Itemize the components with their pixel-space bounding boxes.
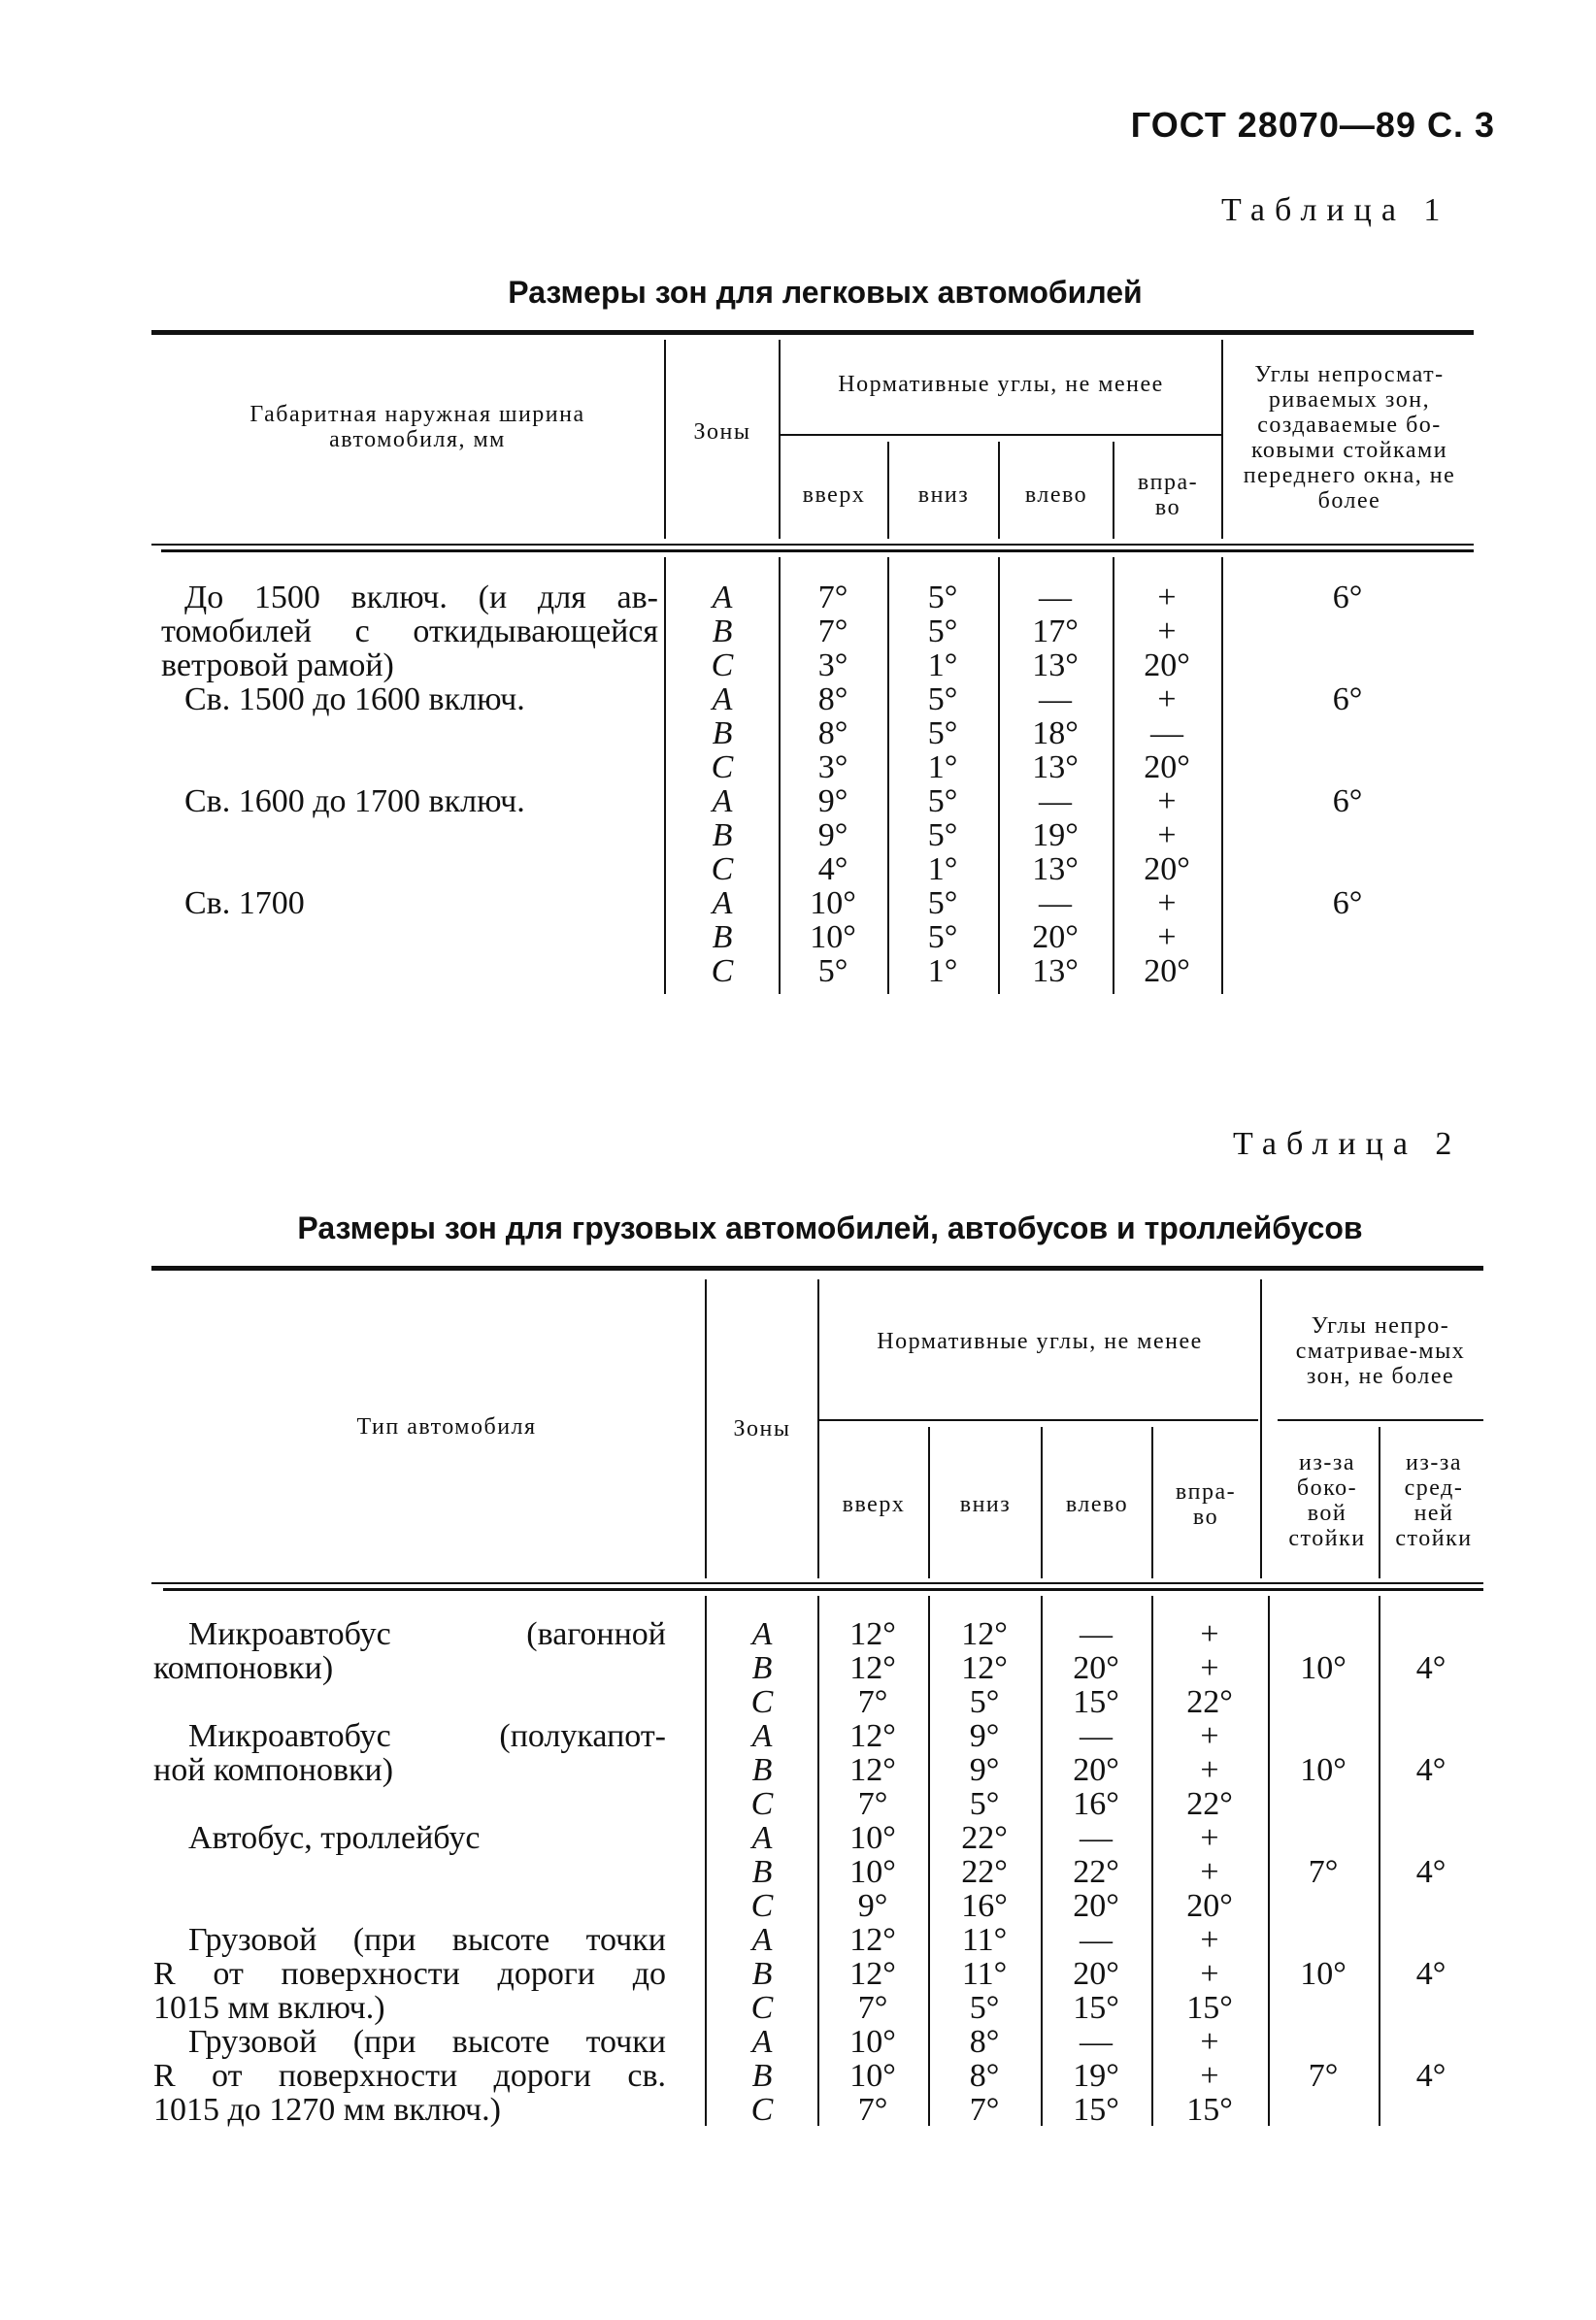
- cell-right: +: [1200, 1752, 1219, 1788]
- row-label: томобилей с откидывающейся: [161, 613, 658, 649]
- cell-up: 9°: [857, 1888, 888, 1924]
- cell-blind: 6°: [1332, 885, 1363, 921]
- cell-zone: A: [712, 783, 733, 819]
- cell-right: 22°: [1186, 1786, 1233, 1822]
- cell-left: 20°: [1073, 1888, 1119, 1924]
- cell-up: 12°: [849, 1752, 896, 1788]
- cell-zone: C: [711, 647, 734, 683]
- cell-blind: 6°: [1332, 783, 1363, 819]
- cell-down: 8°: [969, 2058, 1000, 2094]
- cell-right: +: [1200, 1956, 1219, 1992]
- t2-header-type: Тип автомобиля: [356, 1414, 537, 1440]
- cell-side: 7°: [1308, 1854, 1339, 1890]
- cell-right: 20°: [1144, 953, 1190, 989]
- cell-down: 1°: [927, 647, 958, 683]
- cell-mid: 4°: [1415, 1650, 1446, 1686]
- cell-zone: C: [750, 1990, 774, 2026]
- cell-down: 1°: [927, 749, 958, 785]
- table1-header-rule: [151, 544, 1474, 546]
- t1-header-zones: Зоны: [693, 419, 751, 445]
- cell-right: +: [1157, 885, 1177, 921]
- cell-down: 5°: [927, 681, 958, 717]
- cell-left: 20°: [1073, 1752, 1119, 1788]
- cell-down: 22°: [961, 1854, 1008, 1890]
- cell-zone: C: [711, 953, 734, 989]
- cell-left: 22°: [1073, 1854, 1119, 1890]
- cell-zone: C: [750, 2092, 774, 2128]
- cell-left: —: [1080, 1922, 1113, 1958]
- cell-up: 9°: [817, 817, 848, 853]
- t2-vline: [1379, 1596, 1380, 2126]
- cell-zone: A: [712, 885, 733, 921]
- cell-up: 10°: [810, 885, 856, 921]
- cell-up: 8°: [817, 681, 848, 717]
- cell-right: 20°: [1144, 749, 1190, 785]
- cell-zone: B: [712, 919, 733, 955]
- cell-zone: C: [711, 851, 734, 887]
- cell-up: 4°: [817, 851, 848, 887]
- t2-header-zones: Зоны: [733, 1416, 791, 1442]
- t1-header-angles: Нормативные углы, не менее: [838, 372, 1164, 397]
- cell-down: 12°: [961, 1616, 1008, 1652]
- cell-left: 15°: [1073, 1990, 1119, 2026]
- cell-zone: A: [751, 1616, 773, 1652]
- t2-header-right: впра-во: [1175, 1479, 1237, 1530]
- cell-up: 3°: [817, 749, 848, 785]
- cell-up: 12°: [849, 1956, 896, 1992]
- t1-vline: [1113, 442, 1114, 539]
- cell-mid: 4°: [1415, 1854, 1446, 1890]
- cell-down: 5°: [927, 613, 958, 649]
- cell-zone: B: [712, 715, 733, 751]
- row-label: До 1500 включ. (и для ав-: [184, 580, 658, 615]
- t2-vline: [1379, 1427, 1380, 1578]
- t2-vline: [705, 1279, 707, 1578]
- cell-up: 10°: [849, 1854, 896, 1890]
- cell-right: +: [1157, 681, 1177, 717]
- t2-header-left: влево: [1065, 1492, 1129, 1517]
- cell-left: 15°: [1073, 2092, 1119, 2128]
- table2-header-rule-2: [163, 1588, 1483, 1591]
- t1-vline: [1221, 340, 1223, 539]
- t1-header-down: вниз: [917, 482, 970, 508]
- t1-header-right: впра-во: [1137, 470, 1199, 520]
- cell-right: +: [1157, 919, 1177, 955]
- table1-number: Таблица 1: [1221, 192, 1450, 228]
- cell-up: 7°: [857, 1786, 888, 1822]
- cell-right: 15°: [1186, 2092, 1233, 2128]
- cell-left: 13°: [1032, 851, 1079, 887]
- cell-zone: C: [711, 749, 734, 785]
- table1-angles-rule: [779, 434, 1221, 436]
- t2-header-up: вверх: [842, 1492, 906, 1517]
- cell-left: 20°: [1073, 1650, 1119, 1686]
- t1-vline: [664, 340, 666, 539]
- table1-title: Размеры зон для легковых автомобилей: [508, 275, 1143, 310]
- cell-down: 5°: [969, 1990, 1000, 2026]
- cell-right: +: [1200, 1718, 1219, 1754]
- cell-up: 12°: [849, 1616, 896, 1652]
- t2-vline: [817, 1279, 819, 1578]
- cell-zone: C: [750, 1684, 774, 1720]
- cell-zone: C: [750, 1786, 774, 1822]
- cell-zone: B: [751, 1854, 773, 1890]
- t1-vline: [887, 442, 889, 539]
- cell-left: 20°: [1032, 919, 1079, 955]
- row-label: Автобус, троллейбус: [188, 1820, 481, 1856]
- cell-right: 20°: [1144, 851, 1190, 887]
- cell-down: 16°: [961, 1888, 1008, 1924]
- cell-zone: B: [712, 817, 733, 853]
- cell-left: 19°: [1073, 2058, 1119, 2094]
- cell-zone: A: [712, 681, 733, 717]
- cell-down: 5°: [927, 817, 958, 853]
- cell-zone: A: [712, 580, 733, 615]
- cell-zone: A: [751, 1922, 773, 1958]
- cell-left: 13°: [1032, 749, 1079, 785]
- cell-left: —: [1080, 2024, 1113, 2060]
- cell-up: 5°: [817, 953, 848, 989]
- cell-up: 3°: [817, 647, 848, 683]
- cell-right: 20°: [1186, 1888, 1233, 1924]
- cell-up: 7°: [817, 580, 848, 615]
- cell-side: 10°: [1300, 1752, 1347, 1788]
- cell-up: 7°: [857, 2092, 888, 2128]
- cell-down: 5°: [969, 1786, 1000, 1822]
- t2-header-down: вниз: [959, 1492, 1012, 1517]
- cell-left: —: [1080, 1616, 1113, 1652]
- row-label: Грузовой (при высоте точки: [188, 2024, 666, 2060]
- row-label: компоновки): [153, 1650, 334, 1686]
- cell-right: +: [1157, 783, 1177, 819]
- cell-mid: 4°: [1415, 1752, 1446, 1788]
- t2-vline: [1260, 1279, 1262, 1578]
- table1-header-rule-2: [161, 549, 1474, 552]
- t2-vline: [1041, 1427, 1043, 1578]
- cell-left: 13°: [1032, 647, 1079, 683]
- cell-left: 15°: [1073, 1684, 1119, 1720]
- cell-left: 19°: [1032, 817, 1079, 853]
- row-label: Грузовой (при высоте точки: [188, 1922, 666, 1958]
- t1-header-up: вверх: [802, 482, 866, 508]
- t1-header-blind: Углы непросмат-риваемых зон, создаваемые бо-ковыми стойками переднего окна, не более: [1243, 362, 1456, 514]
- cell-down: 5°: [969, 1684, 1000, 1720]
- t1-vline: [779, 340, 781, 539]
- table2-top-rule: [151, 1266, 1483, 1271]
- cell-left: 17°: [1032, 613, 1079, 649]
- cell-zone: B: [751, 1650, 773, 1686]
- cell-right: +: [1200, 2058, 1219, 2094]
- cell-zone: B: [751, 2058, 773, 2094]
- cell-side: 7°: [1308, 2058, 1339, 2094]
- cell-left: —: [1039, 580, 1072, 615]
- cell-right: +: [1157, 817, 1177, 853]
- cell-up: 10°: [849, 2058, 896, 2094]
- table2-title: Размеры зон для грузовых автомобилей, автобусов и троллейбусов: [297, 1210, 1363, 1245]
- cell-right: +: [1200, 2024, 1219, 2060]
- cell-zone: B: [751, 1752, 773, 1788]
- row-label: ветровой рамой): [161, 647, 394, 683]
- row-label: Св. 1600 до 1700 включ.: [184, 783, 525, 819]
- cell-left: —: [1039, 681, 1072, 717]
- table1-top-rule: [151, 330, 1474, 335]
- row-label: R от поверхности дороги св.: [153, 2058, 666, 2094]
- cell-up: 8°: [817, 715, 848, 751]
- cell-down: 5°: [927, 919, 958, 955]
- row-label: Микроавтобус (вагонной: [188, 1616, 666, 1652]
- cell-side: 10°: [1300, 1956, 1347, 1992]
- cell-right: +: [1200, 1650, 1219, 1686]
- cell-right: 20°: [1144, 647, 1190, 683]
- t2-vline: [1151, 1427, 1153, 1578]
- cell-zone: A: [751, 1718, 773, 1754]
- t1-header-width: Габаритная наружная ширина автомобиля, мм: [249, 402, 585, 452]
- cell-down: 22°: [961, 1820, 1008, 1856]
- t2-vline: [928, 1427, 930, 1578]
- t1-vline: [1221, 557, 1223, 994]
- cell-right: +: [1157, 580, 1177, 615]
- cell-up: 10°: [849, 2024, 896, 2060]
- table2-header-rule: [151, 1582, 1483, 1584]
- cell-down: 5°: [927, 715, 958, 751]
- cell-zone: B: [751, 1956, 773, 1992]
- cell-down: 5°: [927, 580, 958, 615]
- cell-down: 1°: [927, 953, 958, 989]
- cell-zone: A: [751, 1820, 773, 1856]
- t1-header-left: влево: [1024, 482, 1088, 508]
- cell-right: +: [1200, 1616, 1219, 1652]
- cell-down: 7°: [969, 2092, 1000, 2128]
- cell-down: 9°: [969, 1718, 1000, 1754]
- table2-number: Таблица 2: [1233, 1126, 1462, 1162]
- cell-left: —: [1080, 1820, 1113, 1856]
- cell-up: 12°: [849, 1718, 896, 1754]
- cell-left: —: [1039, 885, 1072, 921]
- cell-up: 7°: [817, 613, 848, 649]
- cell-blind: 6°: [1332, 580, 1363, 615]
- table2-angles-rule: [817, 1419, 1258, 1421]
- cell-up: 10°: [810, 919, 856, 955]
- cell-zone: A: [751, 2024, 773, 2060]
- cell-down: 5°: [927, 885, 958, 921]
- cell-right: +: [1200, 1820, 1219, 1856]
- cell-right: —: [1150, 715, 1183, 751]
- cell-down: 12°: [961, 1650, 1008, 1686]
- cell-mid: 4°: [1415, 1956, 1446, 1992]
- cell-zone: C: [750, 1888, 774, 1924]
- cell-right: 15°: [1186, 1990, 1233, 2026]
- cell-blind: 6°: [1332, 681, 1363, 717]
- t2-header-side: из-за боко-вой стойки: [1288, 1450, 1366, 1551]
- page-header: ГОСТ 28070—89 С. 3: [1130, 105, 1495, 145]
- t1-vline: [998, 442, 1000, 539]
- cell-up: 12°: [849, 1650, 896, 1686]
- row-label: R от поверхности дороги до: [153, 1956, 666, 1992]
- cell-down: 11°: [961, 1922, 1008, 1958]
- cell-zone: B: [712, 613, 733, 649]
- cell-up: 9°: [817, 783, 848, 819]
- cell-down: 5°: [927, 783, 958, 819]
- cell-down: 11°: [961, 1956, 1008, 1992]
- cell-left: 16°: [1073, 1786, 1119, 1822]
- t2-header-angles: Нормативные углы, не менее: [877, 1329, 1203, 1354]
- row-label: 1015 мм включ.): [153, 1990, 385, 2026]
- row-label: Св. 1700: [184, 885, 305, 921]
- cell-right: +: [1200, 1922, 1219, 1958]
- cell-left: —: [1080, 1718, 1113, 1754]
- row-label: 1015 до 1270 мм включ.): [153, 2092, 501, 2128]
- t2-header-mid: из-за сред-ней стойки: [1395, 1450, 1473, 1551]
- cell-side: 10°: [1300, 1650, 1347, 1686]
- cell-down: 1°: [927, 851, 958, 887]
- cell-left: —: [1039, 783, 1072, 819]
- t2-header-blind: Углы непро-сматривае-мых зон, не более: [1295, 1313, 1466, 1389]
- table2-blind-rule: [1278, 1419, 1483, 1421]
- cell-up: 12°: [849, 1922, 896, 1958]
- cell-up: 10°: [849, 1820, 896, 1856]
- cell-up: 7°: [857, 1684, 888, 1720]
- cell-right: 22°: [1186, 1684, 1233, 1720]
- cell-right: +: [1200, 1854, 1219, 1890]
- cell-down: 9°: [969, 1752, 1000, 1788]
- cell-left: 13°: [1032, 953, 1079, 989]
- row-label: ной компоновки): [153, 1752, 394, 1788]
- cell-left: 20°: [1073, 1956, 1119, 1992]
- cell-left: 18°: [1032, 715, 1079, 751]
- cell-mid: 4°: [1415, 2058, 1446, 2094]
- row-label: Св. 1500 до 1600 включ.: [184, 681, 525, 717]
- cell-down: 8°: [969, 2024, 1000, 2060]
- cell-right: +: [1157, 613, 1177, 649]
- cell-up: 7°: [857, 1990, 888, 2026]
- row-label: Микроавтобус (полукапот-: [188, 1718, 666, 1754]
